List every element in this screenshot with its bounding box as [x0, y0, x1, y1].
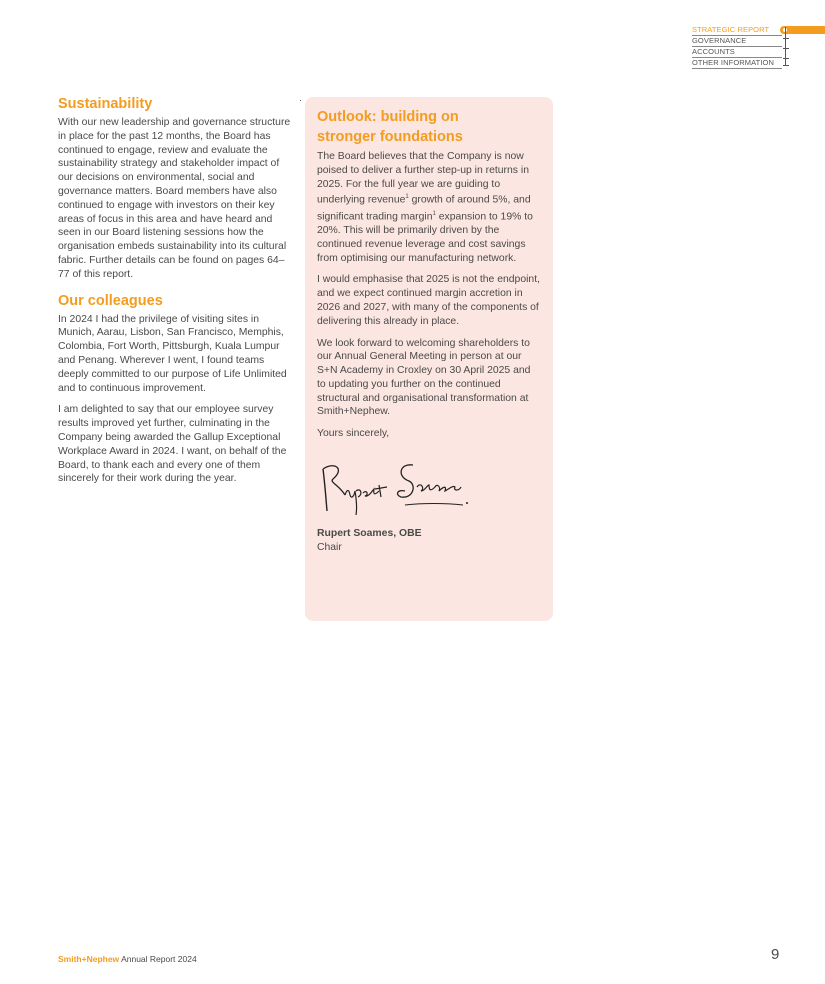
signature: [317, 455, 541, 517]
section-nav: [692, 25, 782, 69]
nav-governance[interactable]: GOVERNANCE: [692, 36, 782, 47]
left-column: [58, 95, 294, 494]
page-number: 9: [771, 946, 780, 963]
closing-line: Yours sincerely,: [317, 428, 390, 440]
outlook-p1-part-a: The Board believes that the Company is now poised to deliver a further step-up in returns in 2025. For the full year we are guiding to underlying revenue: [317, 151, 529, 206]
outlook-heading-line-1: Outlook: building on: [317, 109, 459, 125]
report-title: Annual Report 2024: [121, 954, 197, 964]
colleagues-paragraph-1: In 2024 I had the privilege of visiting sites in Munich, Aarau, Lisbon, San Francisco, Memphis, Colombia, Fort Worth, Pittsburgh, Kuala Lumpur and Penang. Wherever I went, I found teams deeply committed to our purpose of Life Unlimited and to continuous improvement.: [58, 313, 287, 394]
outlook-p1-part-b: growth of around 5%, and significant trading margin: [317, 194, 531, 223]
outlook-paragraph-1: [317, 150, 541, 265]
nav-tick: [783, 48, 789, 49]
nav-tick: [783, 38, 789, 39]
footnote-marker: 1: [432, 210, 436, 217]
colleagues-heading: Our colleagues: [58, 292, 163, 309]
signer-role: Chair: [317, 542, 342, 554]
nav-other-information[interactable]: OTHER INFORMATION: [692, 58, 782, 69]
sustainability-heading: Sustainability: [58, 96, 153, 112]
signer-name: Rupert Soames, OBE: [317, 528, 422, 540]
brand-name: Smith+Nephew: [58, 954, 120, 964]
signature-image: [317, 455, 477, 517]
sustainability-paragraph: With our new leadership and governance structure in place for the past 12 months, the Board has continued to engage, review and evaluate the sustainability strategy and stakeholder impact of our decisions on environmental, social and governance matters. Board members have also continued to engage with investors on their key areas of focus in this area and have heard and seen in our Board listening sessions how the organisation embeds sustainability into its cultural fabric. Further details can be found on pages 64–77 of this report.: [58, 117, 291, 280]
outlook-p1-part-c: expansion to 19% to 20%. This will be primarily driven by the continued revenue leverage and cost savings from optimising our manufacturing network.: [317, 211, 533, 264]
nav-tick: [783, 58, 789, 59]
outlook-heading-line-2: stronger foundations: [317, 129, 463, 145]
outlook-paragraph-3: We look forward to welcoming shareholders to our Annual General Meeting in person at our S+N Academy in Croxley on 30 April 2025 and to updating you further on the continued structural and organisational transformation at Smith+Nephew.: [317, 337, 531, 418]
outlook-paragraph-2: I would emphasise that 2025 is not the endpoint, and we expect continued margin accretion in 2026 and 2027, with many of the components of delivering this already in place.: [317, 274, 540, 327]
footer-brand: [58, 954, 197, 964]
nav-strategic-report[interactable]: STRATEGIC REPORT: [692, 25, 782, 36]
colleagues-paragraph-2: I am delighted to say that our employee survey results improved yet further, culminating in the Company being awarded the Gallup Exceptional Workplace Award in 2024. I want, on behalf of the Board, to thank each and every one of them sincerely for their work during the year.: [58, 404, 287, 485]
nav-tick: [783, 65, 789, 66]
footnote-marker: 1: [405, 194, 409, 201]
outlook-heading: [317, 107, 541, 147]
decorative-dot: [300, 100, 301, 101]
nav-track: [785, 27, 786, 65]
nav-accounts[interactable]: ACCOUNTS: [692, 47, 782, 58]
outlook-panel: [305, 97, 553, 621]
